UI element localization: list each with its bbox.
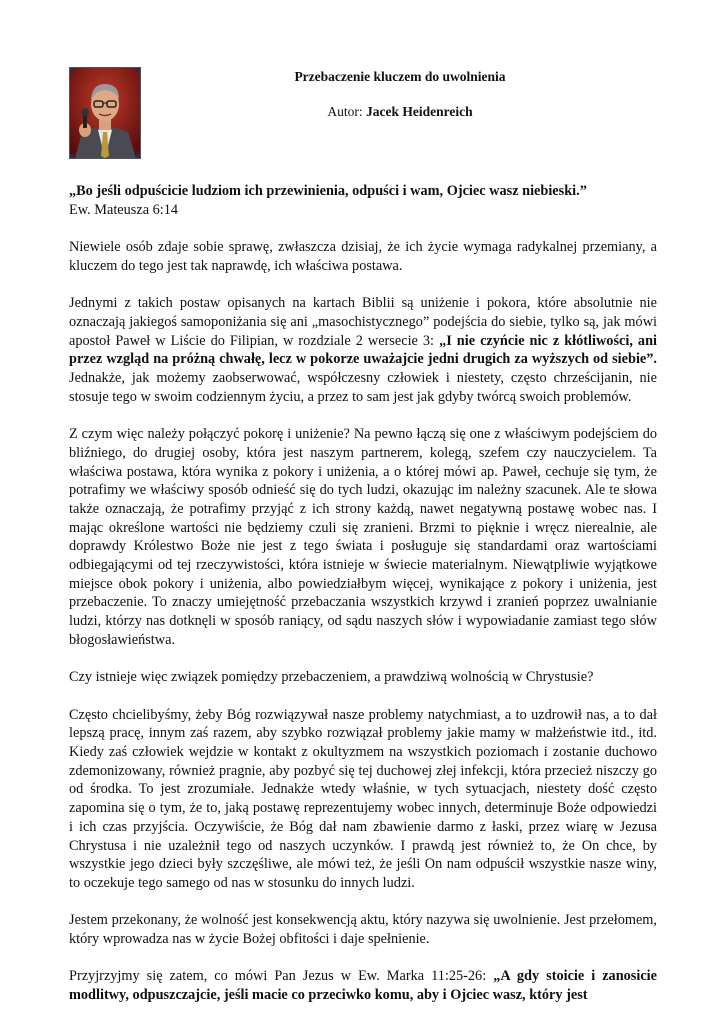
photo-corner bbox=[70, 68, 74, 72]
paragraph bbox=[69, 294, 657, 406]
paragraph: Niewiele osób zdaje sobie sprawę, zwłaszcza dzisiaj, że ich życie wymaga radykalnej przemiany, a kluczem do tego jest tak naprawdę, ich właściwa postawa. bbox=[69, 239, 657, 274]
opening-quote-reference: Ew. Mateusza 6:14 bbox=[69, 201, 179, 218]
paragraph-text: Przyjrzyjmy się zatem, co mówi Pan Jezus w Ew. Marka 11:25-26: bbox=[69, 968, 487, 985]
author-portrait-icon bbox=[70, 68, 140, 158]
photo-corner bbox=[136, 68, 140, 72]
photo-corner bbox=[136, 154, 140, 158]
author-photo bbox=[69, 67, 141, 159]
opening-quote: „Bo jeśli odpuścicie ludziom ich przewinienia, odpuści i wam, Ojciec wasz niebieski.” bbox=[69, 183, 587, 199]
paragraph: Jestem przekonany, że wolność jest konsekwencją aktu, który nazywa się uwolnienie. Jest przełomem, który wprowadza nas w życie Bożej obfitości i daje spełnienie. bbox=[69, 912, 657, 948]
author-line bbox=[150, 104, 650, 120]
paragraph-text: Jednakże, jak możemy zaobserwować, współczesny człowiek i niestety, często chrześcijanin, nie stosuje tego w swoim codziennym życiu, a przez to sam jest jak gdyby twórcą swoich problemów. bbox=[69, 370, 657, 405]
photo-corner bbox=[70, 154, 74, 158]
bible-quote: „A gdy stoicie i zanosicie modlitwy, odpuszczajcie, jeśli macie co przeciwko komu, aby i Ojciec wasz, który jest bbox=[69, 968, 658, 1004]
paragraph bbox=[69, 967, 657, 1004]
author-label: Autor: bbox=[327, 104, 363, 119]
paragraph: Często chcielibyśmy, żeby Bóg rozwiązywał nasze problemy natychmiast, a to uzdrowił nas, a to dał lepszą pracę, innym zaś razem, aby szybko rozwiązał problemy jakie mamy w małżeństwie itd., itd. Kiedy zaś człowiek wejdzie w kontakt z okultyzmem na wszystkich poziomach i zostanie duchowo zdemonizowany, również pragnie, aby pozbyć się tej duchowej złej infekcji, która przecież niszczy go od środka. To jest zrozumiałe. Jednakże wtedy właśnie, w tych sytuacjach, niestety dość często zapomina się o tym, że to, jaką postawę reprezentujemy wobec innych, determinuje Boże odpowiedzi i ich czas przyjścia. Oczywiście, że Bóg dał nam zbawienie darmo z łaski, przez wiarę w Jezusa Chrystusa i nie uzależnił tego od naszych uczynków. I prawdą jest również to, że On chce, by wszystkie jego dzieci były szczęśliwe, ale mówi też, że jeśli On nam odpuścił wszystkie nasze winy, to oczekuje tego samego od nas w stosunku do innych ludzi. bbox=[69, 706, 657, 891]
bible-quote: „I nie czyńcie nic z kłótliwości, ani przez wzgląd na próżną chwałę, lecz w pokorze uważajcie jedni drugich za wyższych od siebie”. bbox=[69, 332, 658, 368]
opening-quote-paragraph bbox=[69, 182, 657, 219]
document-title: Przebaczenie kluczem do uwolnienia bbox=[294, 69, 506, 84]
paragraph: Czy istnieje więc związek pomiędzy przebaczeniem, a prawdziwą wolnością w Chrystusie? bbox=[69, 669, 594, 686]
paragraph: Z czym więc należy połączyć pokorę i uniżenie? Na pewno łączą się one z właściwym podejściem do bliźniego, do drugiej osoby, która jest naszym partnerem, kolegą, szefem czy nauczycielem. Ta właściwa postawa, która wynika z pokory i uniżenia, a o której mówi ap. Paweł, cechuje się tym, że potrafimy we właściwy sposób odnieść się do tych ludzi, okazując im należny szacunek. Ale te słowa także oznaczają, że potrafimy przyjąć z ich strony każdą, nawet negatywną postawę wobec nas. I mając określone wartości nie będziemy czuli się zranieni. Brzmi to pięknie i wręcz nierealnie, ale doprawdy Królestwo Boże nie jest z tego świata i posługuje się standardami oraz wartościami odbiegającymi od tej rzeczywistości, która istnieje w świecie materialnym. Niewątpliwie wyjątkowe miejsce obok pokory i uniżenia, albo powiedziałbym więcej, wynikające z pokory i uniżenia, jest przebaczenie. To znaczy umiejętność przebaczania wszystkich krzywd i zranień poprzez uwalnianie ludzi, którzy nas dotknęli w sposób raniący, od sądu naszych słów i wypowiadanie zamiast tego słów błogosławieństwa. bbox=[69, 426, 657, 648]
paragraph-text: Jednymi z takich postaw opisanych na kartach Biblii są uniżenie i pokora, które absolutnie nie oznaczają jakiegoś samoponiżania się ani „masochistycznego” podejścia do siebie, tylko są, jak mówi apostoł Paweł w Liście do Filipian, w rozdziale 2 wersecie 3: bbox=[69, 295, 657, 349]
author-name: Jacek Heidenreich bbox=[366, 104, 473, 119]
article-body bbox=[69, 182, 657, 1005]
